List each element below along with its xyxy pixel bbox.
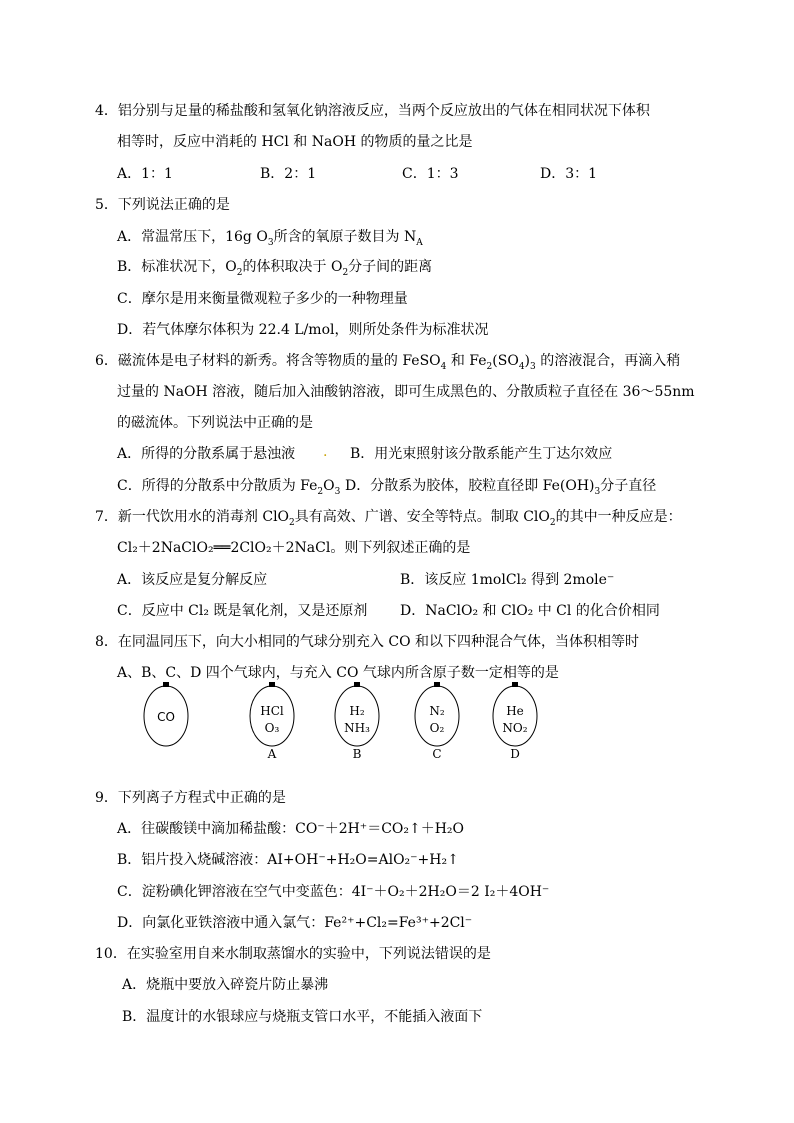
q4-option-c: C．1：3 (402, 166, 459, 182)
q6-option-d: D．分散系为胶体，胶粒直径即 $Fe(OH)_3$分子直径 (345, 478, 657, 497)
balloons-figure (130, 678, 550, 760)
q6-option-c: C．所得的分散系中分散质为 $Fe_2O_3$ (117, 478, 341, 497)
q9-option-a: A．往碳酸镁中滴加稀盐酸：CO⁻＋2H⁺＝CO₂↑＋H₂O (117, 821, 465, 837)
balloon-a (250, 682, 294, 760)
q7-option-b: B．该反应 1molCl₂ 得到 2mole⁻ (400, 572, 615, 588)
q7-line2: Cl₂＋2NaClO₂══2ClO₂＋2NaCl。则下列叙述正确的是 (117, 540, 471, 556)
q9-option-b: B．铝片投入烧碱溶液：AI+OH⁻+H₂O=AlO₂⁻+H₂↑ (117, 852, 459, 868)
q5-option-b: B．标准状况下，$O_2$的体积取决于 $O_2$分子间的距离 (117, 259, 433, 278)
balloon-b-label: B (352, 747, 362, 760)
balloon-d-label: D (510, 747, 520, 760)
q4-option-d: D．3：1 (540, 166, 598, 182)
balloon-co (144, 682, 188, 746)
balloon-a-line2: O₃ (264, 721, 280, 735)
balloon-a-line1: HCl (260, 704, 284, 718)
balloon-b-line1: H₂ (349, 704, 365, 718)
q10-option-a: A．烧瓶中要放入碎瓷片防止暴沸 (122, 977, 329, 993)
balloon-b (335, 682, 379, 760)
q7-option-d: D．NaClO₂ 和 ClO₂ 中 Cl 的化合价相同 (400, 603, 660, 619)
balloon-d-line1: He (506, 704, 524, 718)
balloon-b-line2: NH₃ (344, 721, 370, 735)
q6-line3: 的磁流体。下列说法中正确的是 (117, 415, 313, 431)
q10-stem: 10．在实验室用自来水制取蒸馏水的实验中，下列说法错误的是 (95, 946, 491, 962)
balloon-d (493, 682, 537, 760)
balloon-co-text: CO (157, 710, 175, 724)
q5-stem: 5．下列说法正确的是 (95, 197, 230, 213)
balloon-d-line2: NO₂ (502, 721, 528, 735)
q7-option-a: A．该反应是复分解反应 (117, 572, 268, 588)
q5-option-c: C．摩尔是用来衡量微观粒子多少的一种物理量 (117, 291, 408, 307)
balloon-a-label: A (267, 747, 277, 760)
q4-option-a: A．1：1 (117, 166, 173, 182)
balloon-c (415, 682, 459, 760)
q8-line2: A、B、C、D 四个气球内，与充入 CO 气球内所含原子数一定相等的是 (117, 665, 559, 681)
q6-option-b: B．用光束照射该分散系能产生丁达尔效应 (350, 446, 613, 462)
q7-option-c: C．反应中 Cl₂ 既是氧化剂，又是还原剂 (117, 603, 368, 619)
balloon-c-label: C (432, 747, 442, 760)
q6-line1: 6．磁流体是电子材料的新秀。将含等物质的量的 FeSO$_4$ 和 $Fe_2(SO_4)_3$ 的溶液混合，再滴入稍 (95, 353, 681, 372)
q5-option-a: A．常温常压下，16g $O_3$所含的氧原子数目为 $N_A$ (117, 229, 423, 248)
balloon-c-line2: O₂ (429, 721, 445, 735)
q9-option-c: C．淀粉碘化钾溶液在空气中变蓝色：4I⁻＋O₂＋2H₂O＝2 I₂＋4OH⁻ (117, 884, 550, 900)
q6-line2: 过量的 NaOH 溶液，随后加入油酸钠溶液，即可生成黑色的、分散质粒子直径在 36～55nm (117, 384, 695, 400)
q8-line1: 8．在同温同压下，向大小相同的气球分别充入 CO 和以下四种混合气体，当体积相等时 (95, 634, 639, 650)
q4-option-b: B．2：1 (260, 166, 317, 182)
q9-option-d: D．向氯化亚铁溶液中通入氯气：Fe²⁺+Cl₂=Fe³⁺+2Cl⁻ (117, 915, 473, 931)
balloon-c-line1: N₂ (429, 704, 445, 718)
q5-option-d: D．若气体摩尔体积为 22.4 L/mol，则所处条件为标准状况 (117, 322, 489, 338)
q7-line1: 7．新一代饮用水的消毒剂 ClO$_2$具有高效、广谱、安全等特点。制取 ClO$_2$的其中一种反应是： (95, 509, 682, 528)
q6-option-a: A．所得的分散系属于悬浊液 (117, 446, 296, 462)
q4-line2: 相等时，反应中消耗的 HCl 和 NaOH 的物质的量之比是 (117, 134, 473, 150)
q4-line1: 4．铝分别与足量的稀盐酸和氢氧化钠溶液反应，当两个反应放出的气体在相同状况下体积 (95, 103, 650, 119)
q10-option-b: B．温度计的水银球应与烧瓶支管口水平，不能插入液面下 (122, 1009, 483, 1025)
q9-stem: 9．下列离子方程式中正确的是 (95, 790, 286, 806)
stray-dot: . (323, 444, 328, 460)
